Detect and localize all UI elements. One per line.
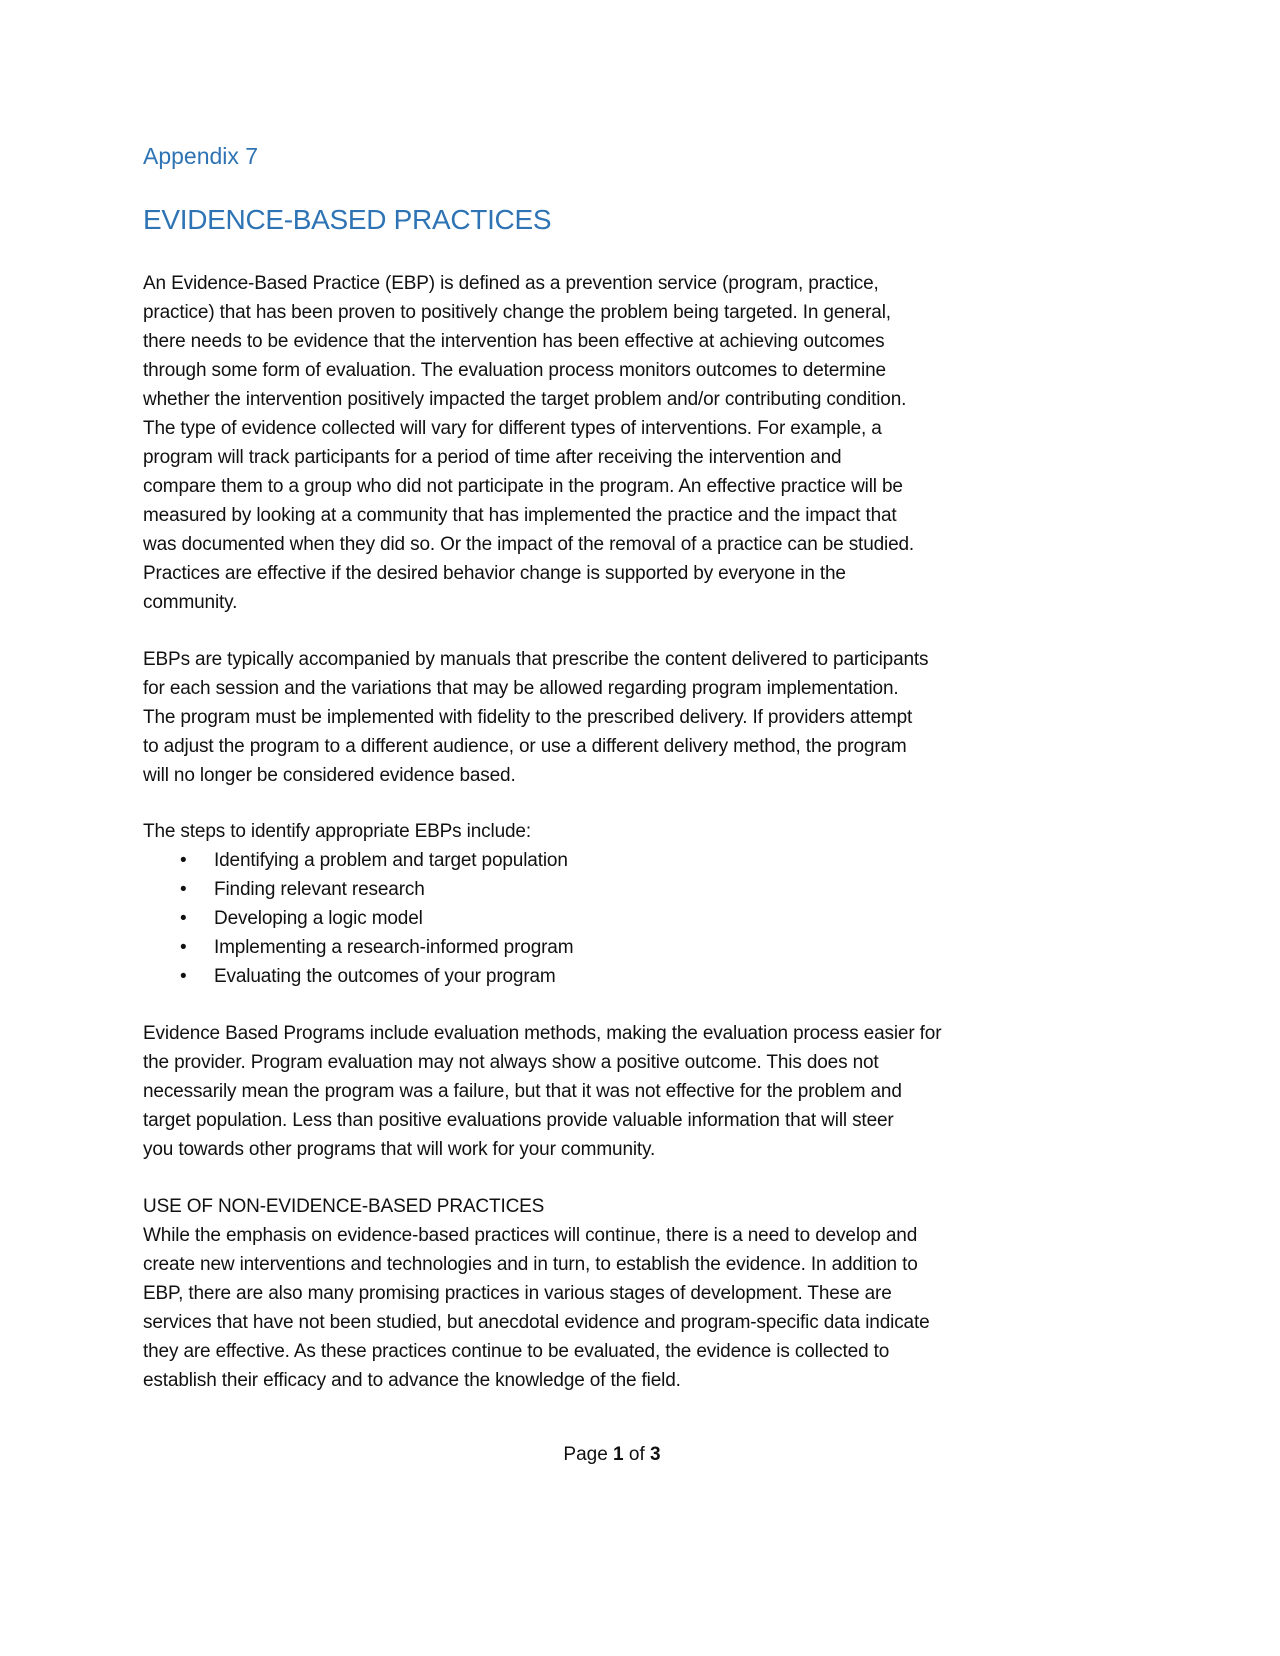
- text-line: compare them to a group who did not participate in the program. An effective practice will be: [143, 476, 903, 497]
- page-footer: [0, 1444, 1224, 1466]
- list-item: • Finding relevant research: [180, 875, 573, 904]
- text-line: for each session and the variations that may be allowed regarding program implementation.: [143, 678, 899, 699]
- text-line: create new interventions and technologies and in turn, to establish the evidence. In addition to: [143, 1254, 918, 1275]
- text-line: through some form of evaluation. The evaluation process monitors outcomes to determine: [143, 360, 886, 381]
- paragraph-definition: [143, 269, 914, 617]
- paragraph-manuals: [143, 645, 928, 790]
- text-line: establish their efficacy and to advance the knowledge of the field.: [143, 1370, 681, 1391]
- text-line: the provider. Program evaluation may not always show a positive outcome. This does not: [143, 1052, 879, 1073]
- text-line: you towards other programs that will work for your community.: [143, 1139, 656, 1160]
- section-subheading: USE OF NON-EVIDENCE-BASED PRACTICES: [143, 1196, 545, 1217]
- text-line: While the emphasis on evidence-based practices will continue, there is a need to develop and: [143, 1225, 918, 1246]
- text-line: services that have not been studied, but anecdotal evidence and program-specific data indicate: [143, 1312, 930, 1333]
- appendix-label: Appendix 7: [143, 143, 259, 169]
- paragraph-evaluation: [143, 1019, 941, 1164]
- text-line: practice) that has been proven to positively change the problem being targeted. In general,: [143, 302, 891, 323]
- text-line: there needs to be evidence that the intervention has been effective at achieving outcomes: [143, 331, 885, 352]
- paragraph-non-ebp: [143, 1221, 930, 1395]
- text-line: will no longer be considered evidence based.: [143, 765, 516, 786]
- page-title: EVIDENCE-BASED PRACTICES: [143, 204, 552, 235]
- list-item: • Evaluating the outcomes of your program: [180, 962, 573, 991]
- text-line: program will track participants for a period of time after receiving the intervention and: [143, 447, 842, 468]
- current-page: 1: [613, 1444, 624, 1465]
- text-line: community.: [143, 592, 238, 613]
- text-line: Practices are effective if the desired behavior change is supported by everyone in the: [143, 563, 846, 584]
- text-line: necessarily mean the program was a failure, but that it was not effective for the problem and: [143, 1081, 902, 1102]
- text-line: Evidence Based Programs include evaluation methods, making the evaluation process easier for: [143, 1023, 942, 1044]
- steps-intro: The steps to identify appropriate EBPs include:: [143, 821, 531, 842]
- text-line: EBP, there are also many promising practices in various stages of development. These are: [143, 1283, 892, 1304]
- text-line: they are effective. As these practices continue to be evaluated, the evidence is collected to: [143, 1341, 890, 1362]
- text-line: EBPs are typically accompanied by manuals that prescribe the content delivered to participants: [143, 649, 929, 670]
- of-word: of: [623, 1444, 651, 1465]
- list-item: • Identifying a problem and target population: [180, 846, 573, 875]
- text-line: The type of evidence collected will vary for different types of interventions. For example, a: [143, 418, 882, 439]
- total-pages: 3: [650, 1444, 661, 1465]
- text-line: was documented when they did so. Or the impact of the removal of a practice can be studied.: [143, 534, 915, 555]
- list-item: • Implementing a research-informed program: [180, 933, 573, 962]
- page-word: Page: [563, 1444, 614, 1465]
- list-item: • Developing a logic model: [180, 904, 573, 933]
- text-line: target population. Less than positive evaluations provide valuable information that will steer: [143, 1110, 894, 1131]
- steps-list: [180, 846, 573, 991]
- text-line: measured by looking at a community that has implemented the practice and the impact that: [143, 505, 897, 526]
- text-line: to adjust the program to a different audience, or use a different delivery method, the program: [143, 736, 907, 757]
- text-line: whether the intervention positively impacted the target problem and/or contributing condition.: [143, 389, 907, 410]
- text-line: The program must be implemented with fidelity to the prescribed delivery. If providers attempt: [143, 707, 913, 728]
- text-line: An Evidence-Based Practice (EBP) is defined as a prevention service (program, practice,: [143, 273, 879, 294]
